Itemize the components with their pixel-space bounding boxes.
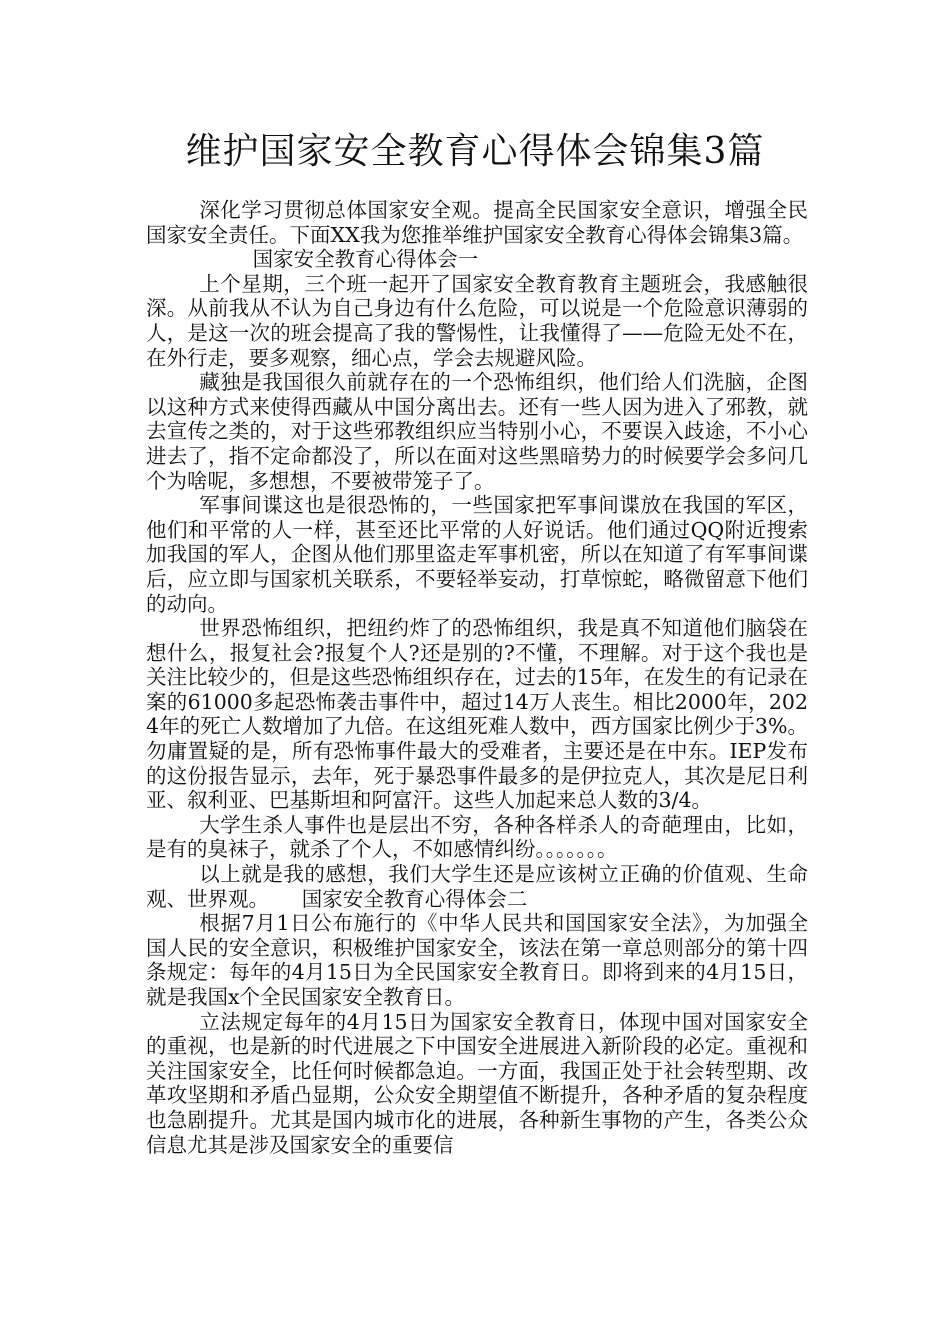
- section2-paragraph-2: 立法规定每年的4月15日为国家安全教育日，体现中国对国家安全的重视，也是新的时代进展之下中国安全进展进入新阶段的必定。重视和关注国家安全，比任何时候都急迫。一方面，我国正处于社会转型期、改革攻坚期和矛盾凸显期，公众安全期望值不断提升，各种矛盾的复杂程度也急剧提升。尤其是国内城市化的进展，各种新生事物的产生，各类公众信息尤其是涉及国家安全的重要信: [146, 1009, 808, 1157]
- section1-closing-paragraph: [146, 862, 808, 911]
- section2-paragraph-1: 根据7月1日公布施行的《中华人民共和国国家安全法》，为加强全国人民的安全意识，积极维护国家安全，该法在第一章总则部分的第十四条规定：每年的4月15日为全民国家安全教育日。即将到来的4月15日，就是我国x个全民国家安全教育日。: [146, 911, 808, 1009]
- section1-paragraph-3: 军事间谍这也是很恐怖的，一些国家把军事间谍放在我国的军区，他们和平常的人一样，甚至还比平常的人好说话。他们通过QQ附近搜索加我国的军人，企图从他们那里盗走军事机密，所以在知道了有军事间谍后，应立即与国家机关联系，不要轻举妄动，打草惊蛇，略微留意下他们的动向。: [146, 493, 808, 616]
- section1-paragraph-5: 大学生杀人事件也是层出不穷，各种各样杀人的奇葩理由，比如，是有的臭袜子，就杀了个人，不如感情纠纷。。。。。。。: [146, 812, 808, 862]
- closing-text: 以上就是我的感想，我们大学生还是应该树立正确的价值观、生命观、世界观。: [146, 862, 808, 911]
- section1-heading: 国家安全教育心得体会一: [252, 247, 479, 272]
- document-title: 维护国家安全教育心得体会锦集3篇: [185, 131, 765, 172]
- section1-paragraph-4: 世界恐怖组织，把纽约炸了的恐怖组织，我是真不知道他们脑袋在想什么，报复社会?报复个人?还是别的?不懂，不理解。对于这个我也是关注比较少的，但是这些恐怖组织存在，过去的15年，在发生的有记录在案的61000多起恐怖袭击事件中，超过14万人丧生。相比2000年，2024年的死亡人数增加了九倍。在这组死难人数中，西方国家比例少于3%。勿庸置疑的是，所有恐怖事件最大的受难者，主要还是在中东。IEP发布的这份报告显示，去年，死于暴恐事件最多的是伊拉克人，其次是尼日利亚、叙利亚、巴基斯坦和阿富汗。这些人加起来总人数的3/4。: [146, 616, 808, 813]
- intro-paragraph: 深化学习贯彻总体国家安全观。提高全民国家安全意识，增强全民国家安全责任。下面XX我为您推举维护国家安全教育心得体会锦集3篇。: [146, 198, 808, 247]
- document-body: [146, 198, 808, 1157]
- section1-paragraph-1: 上个星期，三个班一起开了国家安全教育教育主题班会，我感触很深。从前我从不认为自己身边有什么危险，可以说是一个危险意识薄弱的人，是这一次的班会提高了我的警惕性，让我懂得了——危险无处不在，在外行走，要多观察，细心点，学会去规避风险。: [146, 271, 808, 370]
- section2-heading: 国家安全教育心得体会二: [301, 886, 528, 911]
- section1-paragraph-2: 藏独是我国很久前就存在的一个恐怖组织，他们给人们洗脑，企图以这种方式来使得西藏从中国分离出去。还有一些人因为进入了邪教，就去宣传之类的，对于这些邪教组织应当特别小心，不要误入歧途，不小心进去了，指不定命都没了，所以在面对这些黑暗势力的时候要学会多问几个为啥呢，多想想，不要被带笼子了。: [146, 370, 808, 493]
